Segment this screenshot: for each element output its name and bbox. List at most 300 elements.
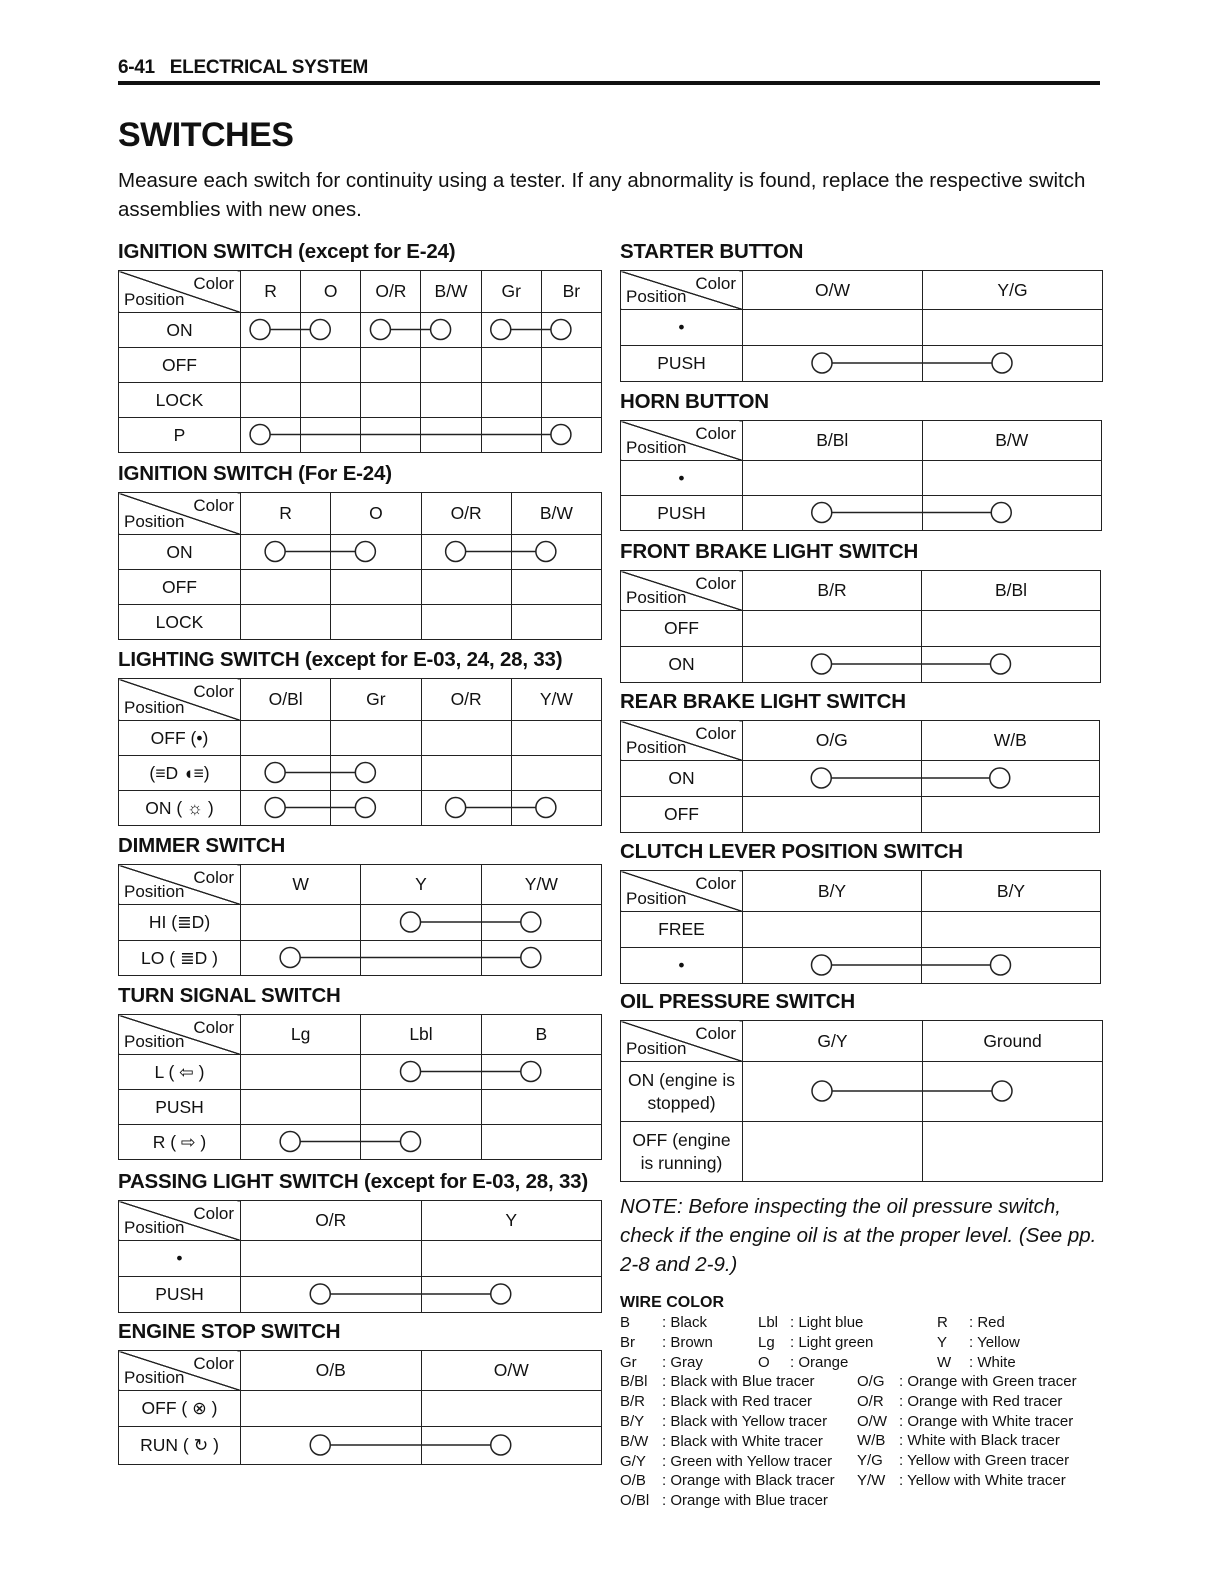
position-label: OFF (engine is running) [621, 1122, 743, 1182]
wire-color-header: Y/W [511, 679, 601, 721]
continuity-cell [331, 791, 421, 826]
corner-position-label: Position [124, 698, 185, 717]
continuity-cell [541, 418, 601, 453]
wire-description: : Black [662, 1314, 708, 1331]
wire-description: : White [969, 1353, 1016, 1371]
wire-color-entry [857, 1471, 1077, 1491]
position-row [119, 313, 602, 348]
wire-color-header: W [241, 865, 361, 905]
continuity-cell [743, 948, 922, 984]
wire-code: B/Bl [620, 1373, 648, 1391]
wire-color-header: O/R [421, 679, 511, 721]
dimmer-table [118, 864, 602, 976]
header-row [119, 1201, 602, 1241]
wire-color-header: B/Bl [743, 421, 923, 461]
wire-color-entry [620, 1412, 835, 1432]
continuity-cell [743, 761, 922, 797]
wire-color-list-3 [937, 1313, 1020, 1372]
continuity-cell [922, 948, 1101, 984]
position-row [621, 310, 1103, 346]
turn-title: TURN SIGNAL SWITCH [118, 984, 341, 1007]
corner-color-label: Color [193, 274, 234, 293]
position-label: ON [621, 647, 743, 683]
wire-description: : White with Black tracer [899, 1432, 1060, 1450]
wire-color-header: B [481, 1015, 601, 1055]
position-row [119, 418, 602, 453]
continuity-cell [922, 611, 1101, 647]
continuity-cell [421, 1427, 602, 1465]
wire-color-entry [758, 1313, 873, 1333]
light-table [118, 678, 602, 826]
corner-cell [119, 1015, 241, 1055]
continuity-cell [421, 570, 511, 605]
wire-color-entry [620, 1432, 835, 1452]
position-label: (≡D ◖≡) [119, 756, 241, 791]
position-label: LOCK [119, 605, 241, 640]
page-title: SWITCHES [118, 116, 294, 154]
position-label: ON [119, 313, 241, 348]
header-row [119, 679, 602, 721]
corner-color-label: Color [695, 874, 736, 893]
wire-color-header: Gr [331, 679, 421, 721]
wire-color-header: O/B [241, 1351, 422, 1391]
continuity-cell [421, 418, 481, 453]
continuity-cell [923, 346, 1103, 382]
position-row [621, 1122, 1103, 1182]
position-label: ON ( ☼ ) [119, 791, 241, 826]
position-label: RUN ( ↻ ) [119, 1427, 241, 1465]
wire-color-entry [857, 1392, 1077, 1412]
horn-table [620, 420, 1102, 531]
wire-description: : Yellow with White tracer [899, 1471, 1066, 1489]
continuity-cell [241, 791, 331, 826]
starter-table [620, 270, 1103, 382]
continuity-cell [743, 912, 922, 948]
corner-color-label: Color [193, 682, 234, 701]
position-row [119, 791, 602, 826]
continuity-cell [743, 346, 923, 382]
continuity-cell [301, 383, 361, 418]
continuity-cell [481, 905, 601, 941]
wire-code: Y [937, 1333, 948, 1351]
ign1-table [118, 270, 602, 453]
wire-code: O [758, 1353, 770, 1371]
position-label: HI (≣D) [119, 905, 241, 941]
wire-code: O/G [857, 1373, 885, 1390]
dimmer-title: DIMMER SWITCH [118, 834, 286, 857]
wire-code: Br [620, 1333, 635, 1351]
position-label: L ( ⇦ ) [119, 1055, 241, 1090]
corner-position-label: Position [626, 1039, 687, 1058]
ign1-title: IGNITION SWITCH (except for E-24) [118, 240, 456, 263]
wire-color-header: R [241, 271, 301, 313]
wire-description: : Orange with White tracer [899, 1412, 1074, 1430]
continuity-cell [541, 313, 601, 348]
wire-color-entry [857, 1372, 1077, 1392]
position-row [119, 941, 602, 976]
continuity-cell [481, 941, 601, 976]
continuity-cell [331, 756, 421, 791]
wire-color-header: Ground [923, 1021, 1103, 1062]
continuity-cell [743, 496, 923, 531]
continuity-cell [361, 313, 421, 348]
wire-description: : Black with Red tracer [662, 1393, 813, 1411]
position-label: LO ( ≣D ) [119, 941, 241, 976]
continuity-cell [421, 721, 511, 756]
wire-color-header: O [331, 493, 421, 535]
wire-color-header: R [241, 493, 331, 535]
continuity-cell [361, 418, 421, 453]
corner-position-label: Position [626, 438, 687, 457]
corner-cell [621, 721, 743, 761]
header-row [621, 271, 1103, 310]
wire-code: W [937, 1353, 952, 1371]
continuity-cell [743, 647, 922, 683]
continuity-cell [511, 605, 601, 640]
continuity-cell [241, 418, 301, 453]
wire-code: Lg [758, 1333, 775, 1351]
ign2-title: IGNITION SWITCH (For E-24) [118, 462, 392, 485]
corner-color-label: Color [193, 868, 234, 887]
wire-color-header: B/W [922, 421, 1102, 461]
oil-pressure-note: NOTE: Before inspecting the oil pressure switch, check if the engine oil is at the proper level. (See pp. 2-8 and 2-9.) [620, 1195, 1097, 1276]
continuity-cell [743, 797, 922, 833]
engstop-table [118, 1350, 602, 1465]
intro-paragraph: Measure each switch for continuity using a tester. If any abnormality is found, replace the respective switch assemblies with new ones. [118, 169, 1086, 221]
rbrake-table [620, 720, 1100, 833]
wire-code: Y/G [857, 1452, 883, 1470]
continuity-cell [921, 797, 1100, 833]
continuity-cell [241, 1277, 422, 1313]
wire-code: O/R [857, 1392, 884, 1410]
wire-color-header: O/W [743, 271, 923, 310]
continuity-cell [331, 721, 421, 756]
wire-description: : Black with White tracer [662, 1432, 823, 1450]
position-row [119, 905, 602, 941]
position-label: • [621, 461, 743, 496]
continuity-cell [922, 912, 1101, 948]
header-row [621, 721, 1100, 761]
wire-color-header: Y/W [481, 865, 601, 905]
wire-color-entry [620, 1372, 835, 1392]
wire-code: B [620, 1314, 631, 1331]
continuity-cell [361, 348, 421, 383]
wire-code: W/B [857, 1432, 886, 1450]
wire-color-entry [620, 1471, 835, 1491]
continuity-cell [241, 1427, 422, 1465]
position-row [119, 1277, 602, 1313]
wire-color-header: O/R [241, 1201, 422, 1241]
engstop-title: ENGINE STOP SWITCH [118, 1320, 341, 1343]
continuity-cell [421, 756, 511, 791]
position-label: ON (engine is stopped) [621, 1062, 743, 1122]
continuity-cell [241, 1125, 361, 1160]
continuity-cell [421, 605, 511, 640]
wire-description: : Orange with Green tracer [899, 1373, 1077, 1390]
corner-position-label: Position [626, 738, 687, 757]
continuity-cell [241, 756, 331, 791]
continuity-cell [921, 761, 1100, 797]
position-label: R ( ⇨ ) [119, 1125, 241, 1160]
starter-title: STARTER BUTTON [620, 240, 804, 263]
position-label: FREE [621, 912, 743, 948]
wire-description: : Light blue [790, 1314, 864, 1331]
continuity-cell [301, 313, 361, 348]
wire-description: : Brown [662, 1333, 713, 1351]
wire-color-entry [758, 1353, 873, 1373]
continuity-cell [743, 1122, 923, 1182]
wire-color-header: B/R [743, 571, 922, 611]
wire-color-header: Lbl [361, 1015, 481, 1055]
wire-code: B/Y [620, 1412, 645, 1430]
wire-description: : Light green [790, 1333, 874, 1351]
wire-color-header: O/Bl [241, 679, 331, 721]
wire-color-header: B/W [421, 271, 481, 313]
wire-description: : Green with Yellow tracer [662, 1452, 833, 1470]
corner-position-label: Position [124, 290, 185, 309]
continuity-cell [923, 1062, 1103, 1122]
position-row [621, 948, 1101, 984]
position-row [621, 461, 1102, 496]
position-label: OFF [119, 570, 241, 605]
continuity-cell [301, 418, 361, 453]
header-row [119, 1351, 602, 1391]
continuity-cell [743, 1062, 923, 1122]
position-label: ON [119, 535, 241, 570]
position-row [119, 1090, 602, 1125]
wire-color-header: O [301, 271, 361, 313]
corner-cell [119, 1201, 241, 1241]
position-label: • [621, 310, 743, 346]
wire-color-header: B/Bl [922, 571, 1101, 611]
wire-color-header: Y [421, 1201, 602, 1241]
continuity-cell [743, 310, 923, 346]
wire-color-list-2 [758, 1313, 873, 1372]
continuity-cell [241, 905, 361, 941]
header-row [621, 421, 1102, 461]
corner-cell [119, 271, 241, 313]
continuity-cell [421, 313, 481, 348]
wire-color-header: O/G [743, 721, 922, 761]
continuity-cell [241, 348, 301, 383]
continuity-cell [481, 383, 541, 418]
wire-color-entry [937, 1333, 1020, 1353]
continuity-cell [923, 1122, 1103, 1182]
page-header [118, 57, 368, 79]
wire-code: R [937, 1314, 948, 1331]
wire-color-entry [620, 1452, 835, 1472]
position-label: • [119, 1241, 241, 1277]
oil-title: OIL PRESSURE SWITCH [620, 990, 856, 1013]
wire-color-header: O/R [361, 271, 421, 313]
position-row [119, 1241, 602, 1277]
position-label: PUSH [119, 1090, 241, 1125]
continuity-cell [331, 570, 421, 605]
wire-description: : Gray [662, 1353, 703, 1371]
position-row [119, 605, 602, 640]
wire-description: : Orange with Red tracer [899, 1392, 1063, 1410]
corner-position-label: Position [124, 882, 185, 901]
continuity-cell [241, 1241, 422, 1277]
continuity-cell [481, 313, 541, 348]
continuity-cell [241, 570, 331, 605]
corner-color-label: Color [695, 274, 736, 293]
continuity-cell [541, 348, 601, 383]
continuity-cell [241, 535, 331, 570]
passing-table [118, 1200, 602, 1313]
page-number: 6-41 [118, 57, 155, 78]
corner-cell [621, 1021, 743, 1062]
wire-color-header: O/R [421, 493, 511, 535]
wire-code: G/Y [620, 1452, 646, 1470]
corner-color-label: Color [193, 1354, 234, 1373]
corner-cell [621, 871, 743, 912]
wire-description: : Red [969, 1314, 1005, 1331]
continuity-cell [922, 647, 1101, 683]
corner-position-label: Position [626, 287, 687, 306]
continuity-cell [743, 611, 922, 647]
wire-code: Y/W [857, 1471, 886, 1489]
continuity-cell [241, 721, 331, 756]
position-label: OFF [119, 348, 241, 383]
clutch-table [620, 870, 1101, 984]
continuity-cell [241, 1090, 361, 1125]
horn-title: HORN BUTTON [620, 390, 769, 413]
wire-color-header: G/Y [743, 1021, 923, 1062]
corner-cell [119, 1351, 241, 1391]
continuity-cell [922, 461, 1102, 496]
continuity-cell [511, 570, 601, 605]
position-row [119, 383, 602, 418]
continuity-cell [361, 1055, 481, 1090]
wire-color-header: Y/G [923, 271, 1103, 310]
continuity-cell [421, 535, 511, 570]
continuity-cell [511, 791, 601, 826]
corner-cell [621, 421, 743, 461]
continuity-cell [511, 721, 601, 756]
continuity-cell [331, 605, 421, 640]
continuity-cell [241, 941, 361, 976]
position-row [621, 761, 1100, 797]
wire-color-header: W/B [921, 721, 1100, 761]
position-row [621, 1062, 1103, 1122]
position-row [621, 647, 1101, 683]
header-row [621, 1021, 1103, 1062]
header-row [119, 1015, 602, 1055]
wire-color-header: Gr [481, 271, 541, 313]
continuity-cell [923, 310, 1103, 346]
ign2-table [118, 492, 602, 640]
wire-color-entry [857, 1412, 1077, 1432]
wire-color-header: B/Y [922, 871, 1101, 912]
position-row [621, 496, 1102, 531]
position-label: • [621, 948, 743, 984]
rbrake-title: REAR BRAKE LIGHT SWITCH [620, 690, 906, 713]
wire-description: : Black with Blue tracer [662, 1373, 815, 1391]
fbrake-title: FRONT BRAKE LIGHT SWITCH [620, 540, 919, 563]
continuity-cell [481, 348, 541, 383]
continuity-cell [331, 535, 421, 570]
position-row [621, 346, 1103, 382]
position-label: PUSH [119, 1277, 241, 1313]
corner-position-label: Position [124, 1218, 185, 1237]
position-row [119, 535, 602, 570]
continuity-cell [361, 941, 481, 976]
position-label: OFF (•) [119, 721, 241, 756]
header-row [621, 871, 1101, 912]
wire-description: : Black with Yellow tracer [662, 1412, 828, 1430]
wire-color-entry [857, 1431, 1077, 1451]
corner-position-label: Position [124, 1032, 185, 1051]
position-row [621, 611, 1101, 647]
continuity-cell [421, 383, 481, 418]
position-row [621, 797, 1100, 833]
wire-code: O/W [857, 1412, 887, 1430]
continuity-cell [481, 1125, 601, 1160]
continuity-cell [541, 383, 601, 418]
corner-cell [621, 271, 743, 310]
position-row [119, 721, 602, 756]
corner-color-label: Color [193, 496, 234, 515]
header-row [119, 865, 602, 905]
fbrake-table [620, 570, 1101, 683]
header-rule [118, 81, 1100, 85]
corner-position-label: Position [124, 512, 185, 531]
continuity-cell [421, 1277, 602, 1313]
continuity-cell [481, 418, 541, 453]
position-row [119, 1427, 602, 1465]
continuity-cell [241, 383, 301, 418]
wire-code: O/Bl [620, 1492, 650, 1510]
corner-color-label: Color [695, 1024, 736, 1043]
position-row [119, 1125, 602, 1160]
wire-color-entry [758, 1333, 873, 1353]
wire-description: : Orange [790, 1353, 849, 1371]
wire-code: B/R [620, 1393, 646, 1411]
continuity-cell [421, 1241, 602, 1277]
corner-color-label: Color [695, 724, 736, 743]
continuity-cell [301, 348, 361, 383]
header-row [119, 493, 602, 535]
wire-color-entry [937, 1353, 1020, 1373]
wire-color-header: Lg [241, 1015, 361, 1055]
position-row [119, 1391, 602, 1427]
continuity-cell [241, 1055, 361, 1090]
wire-description: : Yellow [969, 1333, 1020, 1351]
continuity-cell [421, 1391, 602, 1427]
continuity-cell [241, 1391, 422, 1427]
light-title: LIGHTING SWITCH (except for E-03, 24, 28, 33) [118, 648, 563, 671]
corner-cell [621, 571, 743, 611]
wire-color-header: Br [541, 271, 601, 313]
clutch-title: CLUTCH LEVER POSITION SWITCH [620, 840, 963, 863]
wire-description: : Orange with Blue tracer [662, 1492, 828, 1510]
corner-cell [119, 679, 241, 721]
position-label: OFF ( ⊗ ) [119, 1391, 241, 1427]
wire-description: : Orange with Black tracer [662, 1472, 835, 1490]
continuity-cell [241, 313, 301, 348]
position-row [621, 912, 1101, 948]
header-row [119, 271, 602, 313]
corner-cell [119, 865, 241, 905]
wire-color-entry [937, 1313, 1020, 1333]
wire-code: Gr [620, 1353, 637, 1371]
wire-color-header: B/W [511, 493, 601, 535]
continuity-cell [421, 348, 481, 383]
corner-cell [119, 493, 241, 535]
corner-position-label: Position [124, 1368, 185, 1387]
corner-color-label: Color [695, 574, 736, 593]
